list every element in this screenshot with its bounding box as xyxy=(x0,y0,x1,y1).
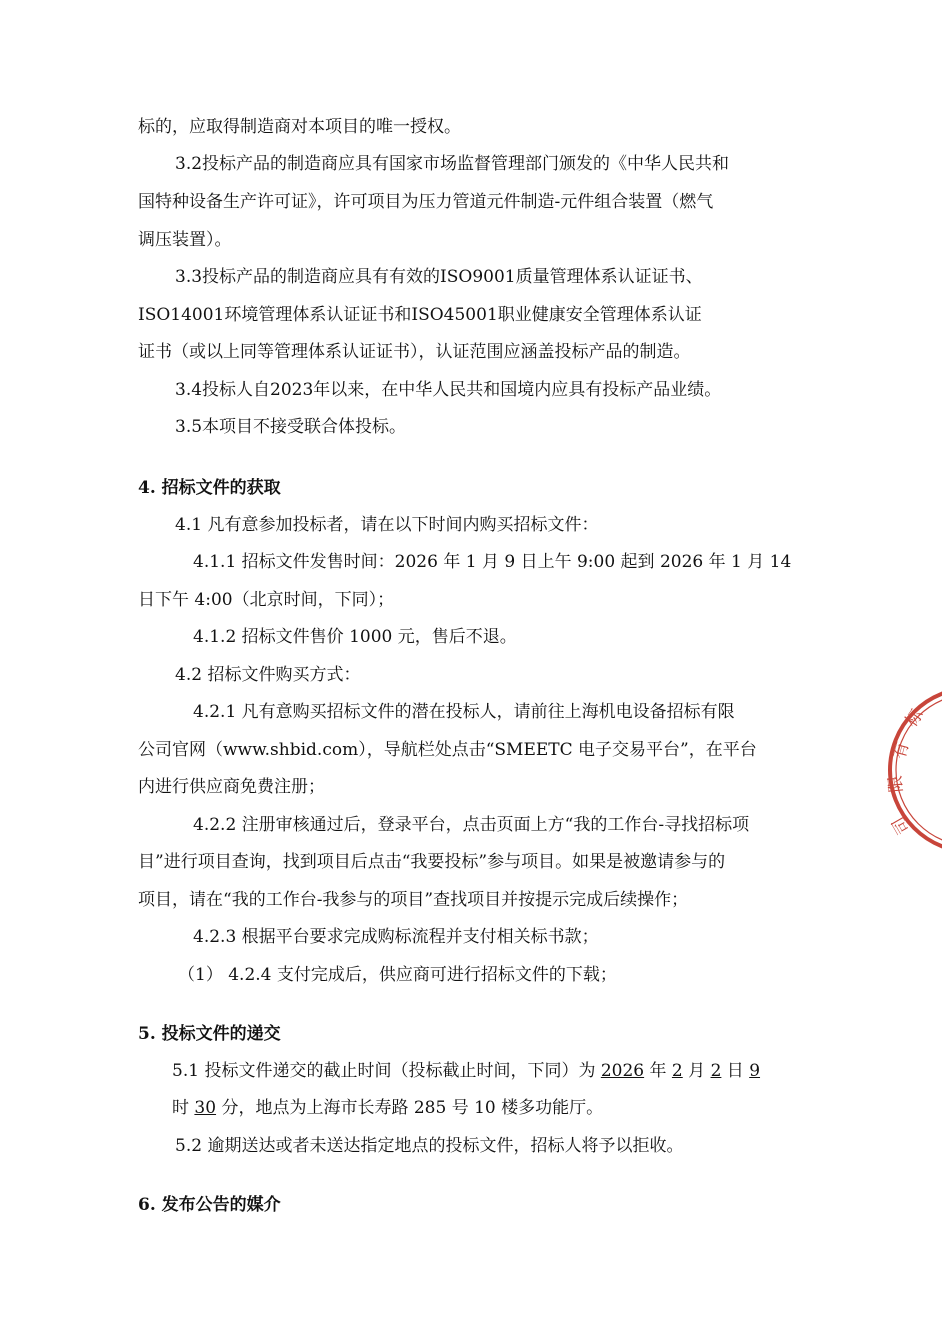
s4-line-1: 4.1 凡有意参加投标者，请在以下时间内购买招标文件： xyxy=(175,515,599,535)
deadline-year: 2026 xyxy=(600,1061,645,1081)
s4-line-2: 4.1.1 招标文件发售时间：2026 年 1 月 9 日上午 9:00 起到 2026 年 1 月 14 xyxy=(193,552,792,572)
s4-line-4: 4.1.2 招标文件售价 1000 元，售后不退。 xyxy=(193,627,517,647)
section-6-heading: 6. 发布公告的媒介 xyxy=(138,1195,281,1215)
s5-line-2-prefix: 时 xyxy=(172,1098,195,1118)
deadline-hour: 9 xyxy=(749,1061,761,1081)
s4-line-9: 4.2.2 注册审核通过后，登录平台，点击页面上方“我的工作台-寻找招标项 xyxy=(193,815,750,835)
s3-line-9: 3.5本项目不接受联合体投标。 xyxy=(175,417,407,437)
s5-line-1 xyxy=(172,1059,760,1083)
deadline-month: 2 xyxy=(671,1061,683,1081)
s4-line-8: 内进行供应商免费注册； xyxy=(138,777,325,797)
s4-line-3: 日下午 4:00（北京时间，下同）； xyxy=(138,590,395,610)
s4-line-12: 4.2.3 根据平台要求完成购标流程并支付相关标书款； xyxy=(193,927,599,947)
s3-line-1: 标的，应取得制造商对本项目的唯一授权。 xyxy=(138,117,461,137)
s5-line-1-text: 5.1 投标文件递交的截止时间（投标截止时间，下同）为 xyxy=(172,1061,601,1081)
s4-line-10: 目”进行项目查询，找到项目后点击“我要投标”参与项目。如果是被邀请参与的 xyxy=(138,852,726,872)
s3-line-8: 3.4投标人自2023年以来，在中华人民共和国境内应具有投标产品业绩。 xyxy=(175,380,722,400)
unit-day: 日 xyxy=(721,1061,750,1081)
deadline-day: 2 xyxy=(710,1061,722,1081)
s3-line-4: 调压装置）。 xyxy=(138,230,232,250)
s3-line-6: ISO14001环境管理体系认证证书和ISO45001职业健康安全管理体系认证 xyxy=(138,305,702,325)
seal-char-2: 有 xyxy=(889,739,914,762)
s5-line-2 xyxy=(172,1096,603,1120)
s4-line-13: （1） 4.2.4 支付完成后，供应商可进行招标文件的下载； xyxy=(178,965,617,985)
s4-line-7: 公司官网（www.shbid.com），导航栏处点击“SMEETC 电子交易平台”，在平台 xyxy=(138,740,757,760)
section-4-heading: 4. 招标文件的获取 xyxy=(138,478,281,498)
seal-char-1: 标 xyxy=(901,705,928,731)
s4-line-5: 4.2 招标文件购买方式： xyxy=(175,665,361,685)
seal-char-4: 司 xyxy=(888,812,915,838)
s5-line-3: 5.2 逾期送达或者未送达指定地点的投标文件，招标人将予以拒收。 xyxy=(175,1136,684,1156)
s5-line-2-suffix: 分，地点为上海市长寿路 285 号 10 楼多功能厅。 xyxy=(216,1098,604,1118)
s4-line-6: 4.2.1 凡有意购买招标文件的潜在投标人，请前往上海机电设备招标有限 xyxy=(193,702,735,722)
deadline-minute: 30 xyxy=(194,1098,217,1118)
unit-year: 年 xyxy=(644,1061,672,1081)
unit-month: 月 xyxy=(682,1061,711,1081)
s3-line-3: 国特种设备生产许可证》，许可项目为压力管道元件制造-元件组合装置（燃气 xyxy=(138,192,714,212)
company-seal xyxy=(880,680,942,860)
s3-line-2: 3.2投标产品的制造商应具有国家市场监督管理部门颁发的《中华人民共和 xyxy=(175,154,730,174)
section-5-heading: 5. 投标文件的递交 xyxy=(138,1024,281,1044)
s3-line-5: 3.3投标产品的制造商应具有有效的ISO9001质量管理体系认证证书、 xyxy=(175,267,703,287)
s3-line-7: 证书（或以上同等管理体系认证证书），认证范围应涵盖投标产品的制造。 xyxy=(138,342,691,362)
seal-char-3: 限 xyxy=(885,774,907,794)
s4-line-11: 项目，请在“我的工作台-我参与的项目”查找项目并按提示完成后续操作； xyxy=(138,890,689,910)
